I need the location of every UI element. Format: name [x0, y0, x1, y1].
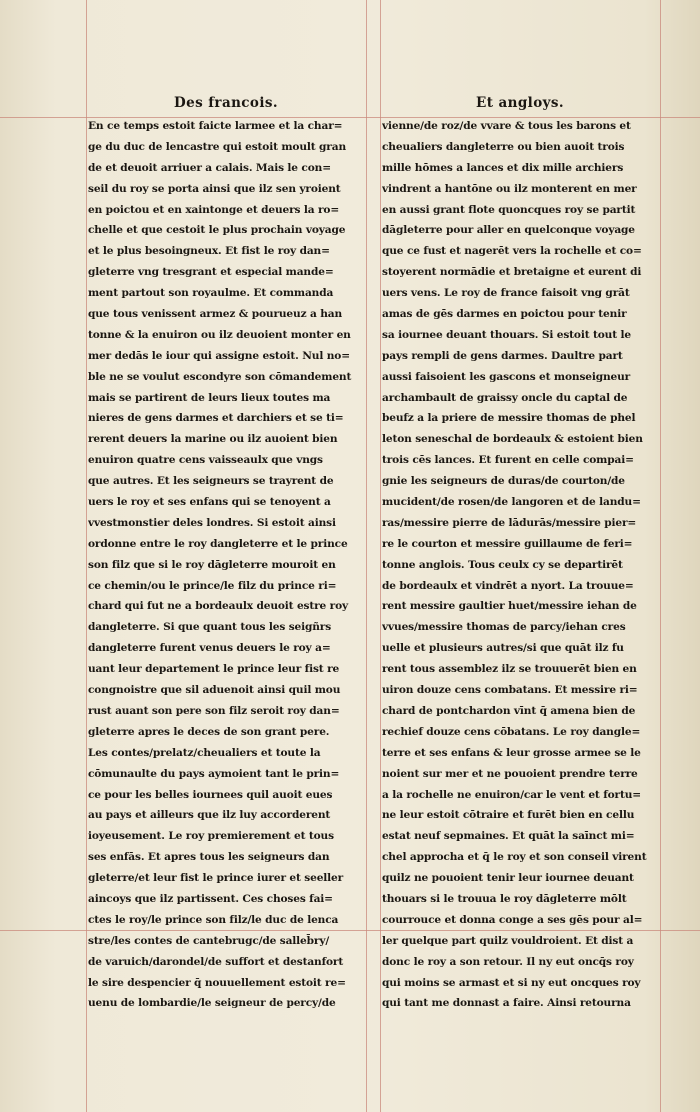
text-line: mille hōmes a lances et dix mille archiers: [382, 161, 624, 174]
text-line: de et deuoit arriuer a calais. Mais le con=: [88, 161, 331, 174]
text-line: que ce fust et nagerēt vers la rochelle et co=: [382, 245, 642, 258]
text-line: a la rochelle ne enuiron/car le vent et fortu=: [382, 788, 641, 801]
text-line: uers le roy et ses enfans qui se tenoyent a: [88, 496, 331, 509]
text-line: stre/les contes de cantebrugc/de salleb̄ry/: [88, 934, 330, 947]
text-line: nieres de gens darmes et darchiers et se ti=: [88, 412, 344, 425]
text-line: ses enfās. Et apres tous les seigneurs dan: [88, 851, 330, 864]
text-line: ce pour les belles iournees quil auoit eues: [88, 788, 333, 801]
running-head-left: Des francois.: [174, 95, 278, 111]
text-line: dāgleterre pour aller en quelconque voyage: [382, 224, 635, 237]
text-line: uant leur departement le prince leur fist re: [88, 663, 340, 676]
text-line: tonne anglois. Tous ceulx cy se departirēt: [382, 558, 623, 571]
text-line: aincoys que ilz partissent. Ces choses fai=: [88, 892, 333, 905]
text-line: en poictou et en xaintonge et deuers la ro=: [88, 203, 340, 216]
text-line: cheualiers dangleterre ou bien auoit trois: [382, 140, 625, 153]
text-line: mer dedās le iour qui assigne estoit. Nul no=: [88, 349, 350, 362]
text-line: que autres. Et les seigneurs se trayrent de: [88, 475, 334, 488]
text-line: rerent deuers la marine ou ilz auoient bien: [88, 433, 338, 446]
running-head-right: Et angloys.: [476, 95, 564, 111]
text-line: gleterre/et leur fist le prince iurer et seeller: [88, 872, 344, 885]
text-line: En ce temps estoit faicte larmee et la char=: [88, 120, 343, 132]
text-line: courrouce et donna conge a ses gēs pour al=: [382, 913, 643, 926]
text-line: uelle et plusieurs autres/si que quāt ilz fu: [382, 642, 624, 655]
text-line: de bordeaulx et vindrēt a nyort. La trouue=: [382, 579, 634, 592]
text-line: ordonne entre le roy dangleterre et le prince: [88, 537, 348, 550]
text-line: trois cēs lances. Et furent en celle compai=: [382, 454, 634, 467]
text-line: dangleterre. Si que quant tous les seigñrs: [88, 621, 332, 634]
text-line: vvestmonstier deles londres. Si estoit ainsi: [88, 516, 336, 529]
text-line: mucident/de rosen/de langoren et de landu=: [382, 496, 641, 509]
text-line: au pays et ailleurs que ilz luy accorderent: [88, 809, 331, 822]
text-line: de varuich/darondel/de suffort et destanfort: [88, 955, 344, 968]
text-line: chelle et que cestoit le plus prochain voyage: [88, 224, 346, 237]
text-line: qui tant me donnast a faire. Ainsi retourna: [382, 997, 631, 1010]
text-line: quilz ne pouoient tenir leur iournee deuant: [382, 872, 634, 885]
text-line: sa iournee deuant thouars. Si estoit tout le: [382, 328, 631, 341]
text-line: leton seneschal de bordeaulx & estoient bien: [382, 433, 643, 446]
text-line: uiron douze cens combatans. Et messire ri=: [382, 684, 638, 697]
text-line: pays rempli de gens darmes. Daultre part: [382, 349, 623, 362]
text-line: Les contes/prelatz/cheualiers et toute la: [88, 746, 321, 759]
text-line: chel approcha et q̄ le roy et son conseil virent: [382, 851, 647, 864]
text-line: mais se partirent de leurs lieux toutes ma: [88, 391, 331, 404]
text-line: chard qui fut ne a bordeaulx deuoit estre roy: [88, 600, 349, 613]
text-line: aussi faisoient les gascons et monseigneur: [382, 370, 631, 383]
text-line: ctes le roy/le prince son filz/le duc de lenca: [88, 913, 339, 926]
text-line: ment partout son royaulme. Et commanda: [88, 287, 334, 300]
text-line: gnie les seigneurs de duras/de courton/de: [382, 475, 625, 488]
text-line: le sire despencier q̄ nouuellement estoit re=: [88, 976, 346, 989]
margin-rule-left-inner: [366, 0, 367, 1112]
text-line: uenu de lombardie/le seigneur de percy/de: [88, 997, 336, 1010]
left-column: [88, 92, 364, 1014]
text-line: ge du duc de lencastre qui estoit moult gran: [88, 140, 346, 153]
text-line: son filz que si le roy dāgleterre mouroit en: [88, 558, 336, 571]
text-line: ler quelque part quilz vouldroient. Et dist a: [382, 934, 634, 947]
text-line: terre et ses enfans & leur grosse armee se le: [382, 746, 641, 759]
text-line: ras/messire pierre de lādurās/messire pier=: [382, 516, 637, 529]
text-line: estat neuf sepmaines. Et quāt la saīnct mi=: [382, 830, 635, 843]
text-line: en aussi grant flote quoncques roy se partit: [382, 203, 636, 216]
text-line: ble ne se voulut escondyre son cōmandement: [88, 370, 352, 383]
text-line: amas de gēs darmes en poictou pour tenir: [382, 308, 627, 321]
text-line: enuiron quatre cens vaisseaulx que vngs: [88, 454, 323, 467]
text-line: donc le roy a son retour. Il ny eut oncq̄s roy: [382, 955, 634, 968]
margin-rule-right-inner: [380, 0, 381, 1112]
text-line: stoyerent normādie et bretaigne et eurent di: [382, 266, 642, 279]
text-line: rent messire gaultier huet/messire iehan de: [382, 600, 637, 613]
text-line: ioyeusement. Le roy premierement et tous: [88, 830, 334, 843]
text-line: rechief douze cens cōbatans. Le roy dangle=: [382, 725, 641, 738]
text-line: beufz a la priere de messire thomas de phel: [382, 412, 636, 425]
text-line: ce chemin/ou le prince/le filz du prince ri=: [88, 579, 337, 592]
text-line: et le plus besoingneux. Et fist le roy dan=: [88, 245, 330, 258]
text-line: congnoistre que sil aduenoit ainsi quil mou: [88, 684, 341, 697]
text-line: gleterre vng tresgrant et especial mande=: [88, 266, 334, 279]
text-line: que tous venissent armez & pourueuz a han: [88, 308, 343, 321]
text-line: gleterre apres le deces de son grant pere.: [88, 725, 330, 738]
margin-rule-right-outer: [660, 0, 661, 1112]
text-line: ne leur estoit cōtraire et furēt bien en cellu: [382, 809, 635, 822]
text-line: dangleterre furent venus deuers le roy a=: [88, 642, 331, 655]
text-line: cōmunaulte du pays aymoient tant le prin=: [88, 767, 340, 780]
text-line: archambault de graissy oncle du captal de: [382, 391, 628, 404]
text-line: re le courton et messire guillaume de feri=: [382, 537, 633, 550]
text-line: vvues/messire thomas de parcy/iehan cres: [382, 621, 626, 634]
right-column: [382, 92, 658, 1014]
left-column-text: [88, 116, 364, 1014]
text-line: noient sur mer et ne pouoient prendre terre: [382, 767, 638, 780]
text-line: chard de pontchardon vīnt q̄ amena bien de: [382, 704, 636, 717]
text-line: qui moins se armast et si ny eut oncques roy: [382, 976, 641, 989]
text-line: rent tous assemblez ilz se trouuerēt bien en: [382, 663, 637, 676]
text-line: vindrent a hantōne ou ilz monterent en mer: [382, 182, 637, 195]
text-line: uers vens. Le roy de france faisoit vng grāt: [382, 287, 630, 300]
text-line: seil du roy se porta ainsi que ilz sen yroient: [88, 182, 341, 195]
text-line: vienne/de roz/de vvare & tous les barons et: [382, 120, 631, 132]
margin-rule-left-outer: [86, 0, 87, 1112]
text-line: rust auant son pere son filz seroit roy dan=: [88, 704, 340, 717]
text-line: thouars si le trouua le roy dāgleterre mōlt: [382, 892, 627, 905]
text-line: tonne & la enuiron ou ilz deuoient monter en: [88, 328, 351, 341]
right-column-text: [382, 116, 658, 1014]
